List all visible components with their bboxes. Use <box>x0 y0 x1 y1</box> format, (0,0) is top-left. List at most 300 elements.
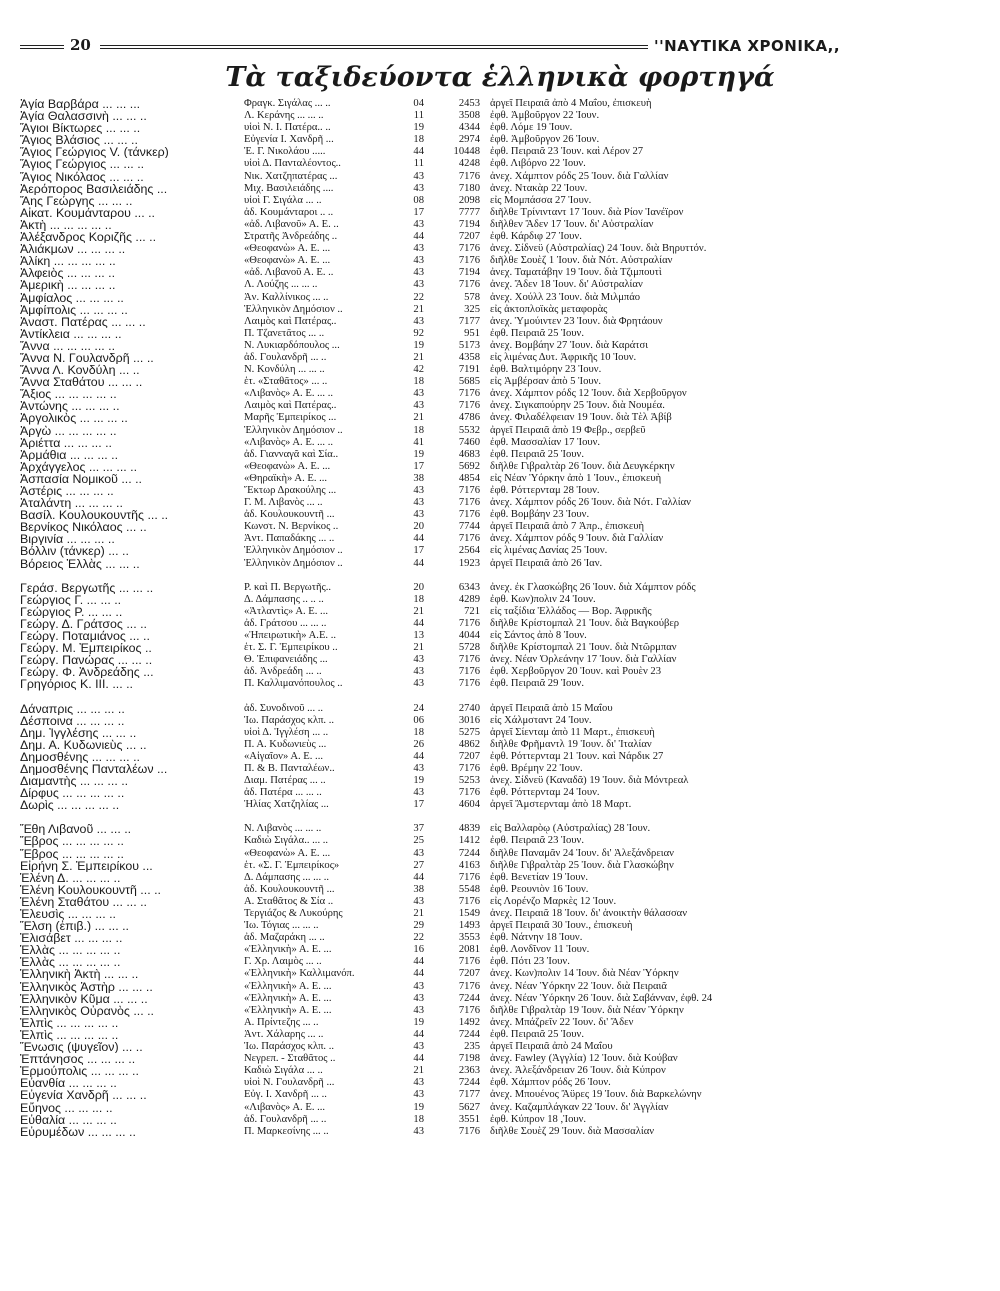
ship-name: Ἀργὼ ... ... ... ... .. <box>20 424 117 437</box>
ship-year: 43 <box>413 1041 424 1053</box>
ship-year: 44 <box>413 146 424 158</box>
ship-name: Ἔθη Λιβανοῦ ... ... .. <box>20 823 132 836</box>
ship-tonnage: 4854 <box>458 472 480 484</box>
ship-owner: Ν. Λιβανὸς ... ... .. <box>244 823 322 835</box>
ship-name: Ἀντίκλεια ... ... ... .. <box>20 327 122 340</box>
ship-row <box>20 1126 980 1138</box>
ship-year: 04 <box>413 98 424 109</box>
ship-tonnage: 7194 <box>458 218 480 230</box>
ship-year: 43 <box>413 243 424 255</box>
ship-name: Ἅγιος Γεώργιος V. (τάνκερ) <box>20 146 169 159</box>
ship-name: Ἄης Γεώργης ... ... .. <box>20 194 133 207</box>
ship-owner: υἱοὶ Ν. Γουλανδρῆ ... <box>244 1077 335 1089</box>
ship-owner: Εὐγενία Ι. Χανδρῆ ... <box>244 134 334 146</box>
ship-tonnage: 7176 <box>458 1004 480 1016</box>
ship-owner: «Λιβανὸς» Α. Ε. ... <box>244 1101 326 1113</box>
ship-year: 19 <box>413 448 424 460</box>
ship-year: 44 <box>413 1053 424 1065</box>
ship-status: εἰς λιμένας Δυτ. Ἀφρικῆς 10 Ἰουν. <box>490 351 637 363</box>
ship-row <box>20 920 980 932</box>
ship-row <box>20 328 980 340</box>
journal-title: ''ΝΑΥΤΙΚΑ ΧΡΟΝΙΚΑ,, <box>654 37 841 55</box>
ship-tonnage: 7244 <box>458 1077 480 1089</box>
ship-owner: Κωνστ. Ν. Βερνίκος .. <box>244 521 339 533</box>
ship-owner: Ἑλληνικὸν Δημόσιον .. <box>244 557 343 569</box>
ship-tonnage: 7176 <box>458 497 480 509</box>
ship-owner: «ἀδ. Λιβανοῦ Α. Ε. .. <box>244 267 334 279</box>
ship-row <box>20 267 980 279</box>
ship-owner: Μαρῆς Ἐμπειρίκος ... <box>244 412 337 424</box>
ship-tonnage: 1492 <box>458 1016 480 1028</box>
ship-status: ἀργεῖ Πειραιᾶ ἀπὸ 4 Μαΐου, ἐπισκευὴ <box>490 98 652 109</box>
ship-row <box>20 666 980 678</box>
ship-tonnage: 7177 <box>458 1089 480 1101</box>
ship-status: ἀνεχ. Νέαν Ὀρλεάνην 17 Ἰουν. διὰ Γαλλίαν <box>490 654 677 666</box>
ship-row <box>20 376 980 388</box>
ship-owner: «Ἠπειρωτικὴ» Α.Ε. .. <box>244 630 337 642</box>
ship-owner: «Λιβανὸς» Α. Ε. ... .. <box>244 436 334 448</box>
ship-owner: Καδιὼ Σιγάλα ... .. <box>244 1065 323 1077</box>
ship-year: 19 <box>413 775 424 787</box>
ship-status: ἀνεχ. Νέαν Ὑόρκην 22 Ἰουν. διὰ Πειραιᾶ <box>490 980 667 992</box>
ship-row <box>20 872 980 884</box>
ship-status: ἀνεχ. Μπάζρεῖν 22 Ἰουν. δι' Ἄδεν <box>490 1016 634 1028</box>
ship-row <box>20 255 980 267</box>
ship-owner: «Θηραϊκὴ» Α. Ε. ... <box>244 472 328 484</box>
ship-name: Γεώργιος Γ. ... ... .. <box>20 593 122 606</box>
ship-status: εἰς Λορένζο Μαρκὲς 12 Ἰουν. <box>490 895 617 907</box>
ship-owner: «Θεοφανὼ» Α. Ε. ... <box>244 847 331 859</box>
ship-name: Ἐλπὶς ... ... ... ... .. <box>20 1016 119 1029</box>
ship-row <box>20 473 980 485</box>
ship-year: 43 <box>413 509 424 521</box>
ship-year: 43 <box>413 315 424 327</box>
ship-row <box>20 533 980 545</box>
ship-year: 43 <box>413 1077 424 1089</box>
ship-year: 44 <box>413 231 424 243</box>
ship-name: Δημ. Ἰγγλέσης ... ... .. <box>20 726 137 739</box>
ship-row <box>20 582 980 594</box>
ship-year: 25 <box>413 835 424 847</box>
ship-status: ἀνεχ. Χάμπτον ρόδς 12 Ἰουν. διὰ Χερβοῦργον <box>490 388 687 400</box>
ship-name: Ἅγιος Νικόλαος ... ... .. <box>20 170 144 183</box>
page-number: 20 <box>70 36 91 54</box>
ship-year: 11 <box>413 110 424 122</box>
ship-tonnage: 325 <box>464 303 480 315</box>
ship-year: 43 <box>413 762 424 774</box>
ship-owner: Π. Καλλιμανόπουλος .. <box>244 678 343 690</box>
ship-name: Ἀλέξανδρος Κοριζῆς ... .. <box>20 231 157 244</box>
ship-status: διῆλθε Σουὲζ 29 Ἰουν. διὰ Μασσαλίαν <box>490 1125 655 1137</box>
ship-year: 18 <box>413 424 424 436</box>
ship-row <box>20 1029 980 1041</box>
ship-tonnage: 2453 <box>458 98 480 109</box>
ship-year: 16 <box>413 944 424 956</box>
ship-status: εἰς Ἀμβέρσαν ἀπὸ 5 Ἰουν. <box>490 376 602 388</box>
ship-owner: υἱοὶ Ν. Ι. Πατέρα.. .. <box>244 122 331 134</box>
ship-name: Ἄννα ... ... ... ... .. <box>20 339 116 352</box>
ship-owner: ἀδ. Γράτσου ... ... .. <box>244 617 327 629</box>
ship-group <box>20 823 980 1137</box>
ship-name: Βόλλιν (τάνκερ) ... .. <box>20 545 129 558</box>
ship-owner: «Ἑλληνικὴ» Καλλιμανόπ. <box>244 968 355 980</box>
ship-name: Ἅγιος Βλάσιος ... ... .. <box>20 134 138 147</box>
ship-name: Ἀστέρις ... ... ... .. <box>20 485 114 498</box>
ship-row <box>20 1017 980 1029</box>
ship-name: Ἑλληνικὸς Ἀστὴρ ... ... .. <box>20 980 153 993</box>
ship-tonnage: 4289 <box>458 593 480 605</box>
ship-tonnage: 7176 <box>458 895 480 907</box>
ship-owner: Διαμ. Πατέρας ... .. <box>244 775 326 787</box>
ship-name: Γεώργ. Ποταμιάνος ... .. <box>20 630 150 643</box>
ship-year: 44 <box>413 617 424 629</box>
ship-name: Αἰκατ. Κουμάνταρου ... .. <box>20 206 155 219</box>
ship-name: Ἐλευσὶς ... ... ... .. <box>20 908 116 921</box>
ship-name: Ἀερόπορος Βασιλειάδης ... <box>20 182 168 195</box>
ship-owner: Ἠλίας Χατζηλίας ... <box>244 799 329 811</box>
ship-status: ἐφθ. Ρόττερνταμ 28 Ἰουν. <box>490 485 600 496</box>
ship-name: Ἁγία Βαρβάρα ... ... ... <box>20 98 141 111</box>
page-title: Τὰ ταξιδεύοντα ἑλληνικὰ φορτηγά <box>225 62 775 93</box>
ship-owner: Ν. Κονδύλη ... ... .. <box>244 364 325 376</box>
ship-owner: Ἑλληνικὸν Δημόσιον .. <box>244 424 343 436</box>
ship-row <box>20 594 980 606</box>
ship-name: Γεώργιος Ρ. ... ... .. <box>20 605 123 618</box>
ship-row <box>20 787 980 799</box>
ship-year: 43 <box>413 847 424 859</box>
ship-row <box>20 304 980 316</box>
ship-owner: Φραγκ. Σιγάλας ... .. <box>244 98 331 109</box>
ship-status: διῆλθε Κρίστομπαλ 21 Ἰουν. διὰ Βαγκούβερ <box>490 617 680 629</box>
ship-name: Εὐανθία ... ... ... .. <box>20 1077 117 1090</box>
ship-year: 44 <box>413 956 424 968</box>
ship-year: 43 <box>413 218 424 230</box>
ship-year: 43 <box>413 787 424 799</box>
ship-tonnage: 7176 <box>458 279 480 291</box>
ship-year: 43 <box>413 497 424 509</box>
ship-name: Ἔβρος ... ... ... ... .. <box>20 835 124 848</box>
ship-status: ἐφθ. Λόμε 19 Ἰουν. <box>490 122 573 134</box>
ship-row <box>20 207 980 219</box>
ship-tonnage: 7176 <box>458 654 480 666</box>
ship-status: διῆλθε Γιβραλτὰρ 26 Ἰουν. διὰ Δευγκέρκην <box>490 460 675 472</box>
ship-tonnage: 7244 <box>458 847 480 859</box>
ship-year: 37 <box>413 823 424 835</box>
ship-name: Ἁγία Θαλασσινὴ ... ... .. <box>20 110 147 123</box>
ship-name: Δημοσθένης Πανταλέων ... <box>20 762 168 776</box>
ship-year: 43 <box>413 255 424 267</box>
ship-row <box>20 739 980 751</box>
ship-year: 43 <box>413 992 424 1004</box>
ship-year: 18 <box>413 726 424 738</box>
ship-status: ἀνεχ. Ὑμούιντεν 23 Ἰουν. διὰ Φρητάουν <box>490 315 663 327</box>
ship-row <box>20 884 980 896</box>
ship-tonnage: 4862 <box>458 738 480 750</box>
ship-owner: Π. Τζανετᾶτος ... .. <box>244 327 325 339</box>
ship-tonnage: 1493 <box>458 920 480 932</box>
ship-owner: ἀδ. Πατέρα ... ... .. <box>244 787 322 799</box>
ship-tonnage: 7176 <box>458 485 480 496</box>
ship-row <box>20 835 980 847</box>
ship-status: ἐφθ. Βομβάην 23 Ἰουν. <box>490 509 590 521</box>
ship-status: ἐφθ. Πειραιᾶ 25 Ἰουν. <box>490 448 584 460</box>
ship-row <box>20 860 980 872</box>
ship-tonnage: 7207 <box>458 231 480 243</box>
ship-row <box>20 316 980 328</box>
ship-row <box>20 1065 980 1077</box>
ship-name: Ἀκτὴ ... ... ... ... .. <box>20 218 112 232</box>
ship-tonnage: 4683 <box>458 448 480 460</box>
ship-status: ἀνεχ. Χούλλ 23 Ἰουν. διὰ Μιλμπάο <box>490 291 641 303</box>
ship-status: ἀργεῖ Πειραιᾶ 30 Ἰουν., ἐπισκευὴ <box>490 920 633 932</box>
ship-name: Δέσποινα ... ... ... .. <box>20 714 125 727</box>
ship-owner: Ἀντ. Παπαδάκης ... .. <box>244 533 335 545</box>
ship-year: 19 <box>413 339 424 351</box>
ship-year: 44 <box>413 871 424 883</box>
ship-status: ἐφθ. Κων)πολιν 24 Ἰουν. <box>490 593 596 605</box>
ship-owner: Ἑλληνικὸν Δημόσιον .. <box>244 545 343 557</box>
ship-tonnage: 951 <box>464 327 480 339</box>
ship-row <box>20 944 980 956</box>
ship-tonnage: 7176 <box>458 678 480 690</box>
ship-owner: ἀδ. Κουμάνταροι .. .. <box>244 206 334 218</box>
ship-owner: Ἐ. Γ. Νικολάου ..... <box>244 146 326 158</box>
ship-status: ἐφθ. Πειραιᾶ 23 Ἰουν. καὶ Λέρον 27 <box>490 146 644 158</box>
ship-status: διῆλθε Κρίστομπαλ 21 Ἰουν. διὰ Ντῶρμπαν <box>490 642 677 654</box>
ship-name: Γεώργ. Μ. Ἐμπειρίκος .. <box>20 642 152 655</box>
ship-year: 43 <box>413 388 424 400</box>
ship-name: Ἐλπὶς ... ... ... ... .. <box>20 1028 119 1042</box>
ship-owner: Ν. Λυκιαρδόπουλος ... <box>244 339 340 351</box>
ship-name: Ἀρμάθια ... ... ... .. <box>20 448 119 461</box>
ship-tonnage: 7777 <box>458 206 480 218</box>
ship-status: ἀνεχ. Ἄδεν 18 Ἰουν. δι' Αὐστραλίαν <box>490 279 643 291</box>
ship-tonnage: 7176 <box>458 509 480 521</box>
ship-row <box>20 908 980 920</box>
ship-tonnage: 7176 <box>458 871 480 883</box>
ship-owner: Λαιμὸς καὶ Πατέρας.. <box>244 315 337 327</box>
ship-name: Εἰρήνη Σ. Ἐμπειρίκου ... <box>20 859 153 872</box>
ship-status: ἀνεχ. Fawley (Ἀγγλία) 12 Ἰουν. διὰ Κούβαν <box>490 1053 678 1065</box>
ship-tonnage: 2081 <box>458 944 480 956</box>
ship-row <box>20 751 980 763</box>
ship-owner: Ἀν. Καλλίνικος ... .. <box>244 291 329 303</box>
ship-tonnage: 4358 <box>458 351 480 363</box>
ship-name: Γεώργ. Δ. Γράτσος ... .. <box>20 617 147 631</box>
ship-owner: ἀδ. Μαζαράκη ... .. <box>244 932 325 944</box>
ship-name: Ἕνωσις (ψυγεῖον) ... .. <box>20 1041 143 1054</box>
ship-name: Ἅγιος Γεώργιος ... ... .. <box>20 158 145 171</box>
ship-year: 44 <box>413 1028 424 1040</box>
ship-status: ἀνεχ. Κων)πολιν 14 Ἰουν. διὰ Νέαν Ὑόρκην <box>490 968 679 980</box>
ship-status: ἐφθ. Μασσαλίαν 17 Ἰουν. <box>490 436 601 448</box>
ship-owner: «Ἑλληνικὴ» Α. Ε. ... <box>244 980 332 992</box>
ship-tonnage: 7194 <box>458 267 480 279</box>
ship-year: 26 <box>413 738 424 750</box>
ship-tonnage: 5253 <box>458 775 480 787</box>
ship-tonnage: 1923 <box>458 557 480 569</box>
ship-row <box>20 799 980 811</box>
ship-status: ἀνεχ. Ντακὰρ 22 Ἰουν. <box>490 182 588 194</box>
ship-row <box>20 558 980 570</box>
ship-year: 13 <box>413 630 424 642</box>
ship-year: 43 <box>413 1004 424 1016</box>
ship-tonnage: 2974 <box>458 134 480 146</box>
ship-year: 17 <box>413 460 424 472</box>
ship-year: 22 <box>413 291 424 303</box>
ship-owner: «Αἰγαῖον» Α. Ε. ... <box>244 750 323 762</box>
ship-status: ἐφθ. Χάμπτον ρόδς 26 Ἰουν. <box>490 1077 611 1089</box>
ship-status: ἐφθ. Ἀμβοῦργον 22 Ἰουν. <box>490 110 600 122</box>
ship-row <box>20 388 980 400</box>
ship-tonnage: 5627 <box>458 1101 480 1113</box>
ship-row <box>20 1114 980 1126</box>
ship-year: 38 <box>413 883 424 895</box>
ship-row <box>20 630 980 642</box>
ship-name: Γρηγόριος Κ. ΙΙΙ. ... .. <box>20 678 133 691</box>
ship-owner: Ἑλληνικὸν Δημόσιον .. <box>244 303 343 315</box>
ship-year: 21 <box>413 303 424 315</box>
ship-row <box>20 437 980 449</box>
ship-tonnage: 4604 <box>458 799 480 811</box>
ship-name: Γεράσ. Βεργωτῆς ... ... .. <box>20 581 154 594</box>
ship-status: ἐφθ. Βαλτιμόρην 23 Ἰουν. <box>490 364 602 376</box>
page-header <box>20 36 980 58</box>
ship-year: 18 <box>413 376 424 388</box>
ship-status: ἐφθ. Λιβόρνο 22 Ἰουν. <box>490 158 586 170</box>
ship-status: ἀργεῖ Πειραιᾶ ἀπὸ 19 Φεβρ., σερβεῦ <box>490 424 646 436</box>
ship-owner: ἑτ. «Σταθᾶτος» ... .. <box>244 376 328 388</box>
ship-owner: Π. Α. Κυδωνιεὺς ... <box>244 738 327 750</box>
ship-tonnage: 3551 <box>458 1113 480 1125</box>
ship-tonnage: 4839 <box>458 823 480 835</box>
ship-status: εἰς λιμένας Δανίας 25 Ἰουν. <box>490 545 608 557</box>
ship-tonnage: 7176 <box>458 787 480 799</box>
ship-owner: Ρ. καὶ Π. Βεργωτῆς.. <box>244 581 332 593</box>
ship-year: 43 <box>413 400 424 412</box>
ship-name: Γεώργ. Πανώρας ... ... .. <box>20 654 153 667</box>
ship-owner: Π. Μαρκεσίνης ... .. <box>244 1125 329 1137</box>
ship-row <box>20 461 980 473</box>
ship-owner: Γ. Μ. Λιβανὸς ... .. <box>244 497 323 509</box>
ship-status: ἀργεῖ Πειραιᾶ ἀπὸ 26 Ἰαν. <box>490 557 603 569</box>
ship-owner: ἀδ. Συνοδινοῦ ... .. <box>244 702 324 714</box>
ship-status: ἐφθ. Χερβοῦργον 20 Ἰουν. καὶ Ρουὲν 23 <box>490 666 662 678</box>
ship-tonnage: 7180 <box>458 182 480 194</box>
ship-status: ἐφθ. Πότι 23 Ἰουν. <box>490 956 570 968</box>
ship-name: Ἑλληνικὸν Κῦμα ... ... .. <box>20 992 148 1005</box>
ship-year: 43 <box>413 1125 424 1137</box>
ship-tonnage: 7176 <box>458 243 480 255</box>
ship-year: 20 <box>413 521 424 533</box>
ship-year: 08 <box>413 194 424 206</box>
ship-year: 92 <box>413 327 424 339</box>
ship-status: ἐφθ. Ἀμβοῦργον 26 Ἰουν. <box>490 134 600 146</box>
ship-owner: Στρατῆς Ἀνδρεάδης .. <box>244 231 338 243</box>
ship-tonnage: 5275 <box>458 726 480 738</box>
ship-year: 18 <box>413 134 424 146</box>
ship-name: Ἅγιοι Βίκτωρες ... ... .. <box>20 122 141 135</box>
ship-status: ἐφθ. Ρόττερνταμ 24 Ἰουν. <box>490 787 600 799</box>
ship-row <box>20 545 980 557</box>
ship-year: 21 <box>413 351 424 363</box>
ship-row <box>20 449 980 461</box>
ship-name: Διαμαντὴς ... ... ... .. <box>20 775 129 788</box>
ship-name: Ἑλένη Δ. ... ... ... .. <box>20 871 121 884</box>
ship-year: 18 <box>413 1113 424 1125</box>
ship-owner: «Θεοφανὼ» Α. Ε. ... <box>244 255 331 267</box>
ship-owner: «Λιβανὸς» Α. Ε. ... .. <box>244 388 334 400</box>
ship-tonnage: 235 <box>464 1041 480 1053</box>
ship-tonnage: 7176 <box>458 170 480 182</box>
ship-status: διῆλθε Σουὲζ 1 Ἰουν. διὰ Νότ. Αὐστραλίαν <box>490 255 673 267</box>
ship-tonnage: 7176 <box>458 762 480 774</box>
ship-status: ἐφθ. Πειραιᾶ 23 Ἰουν. <box>490 835 584 847</box>
ship-owner: Α. Σταθᾶτος & Σία .. <box>244 895 334 907</box>
ship-status: ἀργεῖ Ἄμστερνταμ ἀπὸ 18 Μαρτ. <box>490 799 632 811</box>
header-rule-middle <box>100 45 648 49</box>
ship-tonnage: 7176 <box>458 255 480 267</box>
ship-status: ἀνεχ. Ταματάβην 19 Ἰουν. διὰ Τζιμπουτὶ <box>490 267 662 279</box>
ship-status: διῆλθε Τρίνινταντ 17 Ἰουν. διὰ Ρίον Ἰανέϊρον <box>490 206 684 218</box>
ship-year: 24 <box>413 702 424 714</box>
ship-owner: Εὐγ. Ι. Χανδρῆ ... .. <box>244 1089 327 1101</box>
ship-year: 18 <box>413 593 424 605</box>
ship-status: ἀργεῖ Πειραιᾶ ἀπὸ 24 Μαΐου <box>490 1041 613 1053</box>
ship-owner: «ἀδ. Λιβανοῦ» Α. Ε. .. <box>244 218 339 230</box>
ship-year: 27 <box>413 859 424 871</box>
ship-status: εἰς ταξίδια Ἑλλάδος — Βορ. Ἀφρικῆς <box>490 605 652 617</box>
ship-status: ἀργεῖ Πειραιᾶ ἀπὸ 7 Ἀπρ., ἐπισκευὴ <box>490 521 645 533</box>
ship-year: 06 <box>413 714 424 726</box>
ship-name: Εὐγενία Χανδρῆ ... ... .. <box>20 1089 147 1102</box>
ship-owner: «Θεοφανὼ» Α. Ε. ... <box>244 460 331 472</box>
ship-owner: ἀδ. Γουλανδρῆ ... .. <box>244 1113 327 1125</box>
ship-owner: Νικ. Χατζηπατέρας ... <box>244 170 338 182</box>
ship-status: ἀνεχ. Νέαν Ὑόρκην 26 Ἰουν. διὰ Σαβάνναν, ἐφθ. 24 <box>490 992 713 1004</box>
ship-row <box>20 279 980 291</box>
ship-status: διῆλθε Γιβραλτὰρ 19 Ἰουν. διὰ Νέαν Ὑόρκην <box>490 1004 684 1016</box>
ship-row <box>20 400 980 412</box>
ship-tonnage: 7244 <box>458 992 480 1004</box>
ship-status: ἀνεχ. Σίδνεϋ (Καναδᾶ) 19 Ἰουν. διὰ Μόντρεαλ <box>490 775 689 787</box>
ship-name: Ἀμερικὴ ... ... ... .. <box>20 279 116 292</box>
ship-status: ἐφθ. Νάτνην 18 Ἰουν. <box>490 932 583 944</box>
ship-row <box>20 642 980 654</box>
ship-year: 19 <box>413 1101 424 1113</box>
ship-row <box>20 1041 980 1053</box>
ship-group <box>20 703 980 812</box>
ship-row <box>20 703 980 715</box>
ship-name: Δημ. Α. Κυδωνιεὺς ... .. <box>20 738 147 751</box>
ship-owner: υἱοὶ Γ. Σιγάλα ... .. <box>244 194 322 206</box>
ship-row <box>20 993 980 1005</box>
ship-name: Ἀρχάγγελος ... ... ... .. <box>20 460 138 473</box>
ship-name: Ἐπτάνησος ... ... ... .. <box>20 1053 136 1066</box>
ship-tonnage: 6343 <box>458 581 480 593</box>
ship-group <box>20 98 980 570</box>
ship-year: 44 <box>413 533 424 545</box>
ship-owner: Λ. Λούζης ... ... .. <box>244 279 318 291</box>
ship-tonnage: 578 <box>464 291 480 303</box>
ship-name: Ἑλλὰς ... ... ... ... .. <box>20 944 121 957</box>
ship-year: 43 <box>413 182 424 194</box>
ship-row <box>20 606 980 618</box>
ship-owner: «Ἑλληνικὴ» Α. Ε. ... <box>244 1004 332 1016</box>
ship-table <box>20 98 980 1150</box>
ship-row <box>20 485 980 497</box>
ship-status: ἀνεχ. Μπουένος Ἄϋρες 19 Ἰουν. διὰ Βαρκελώνην <box>490 1089 702 1101</box>
